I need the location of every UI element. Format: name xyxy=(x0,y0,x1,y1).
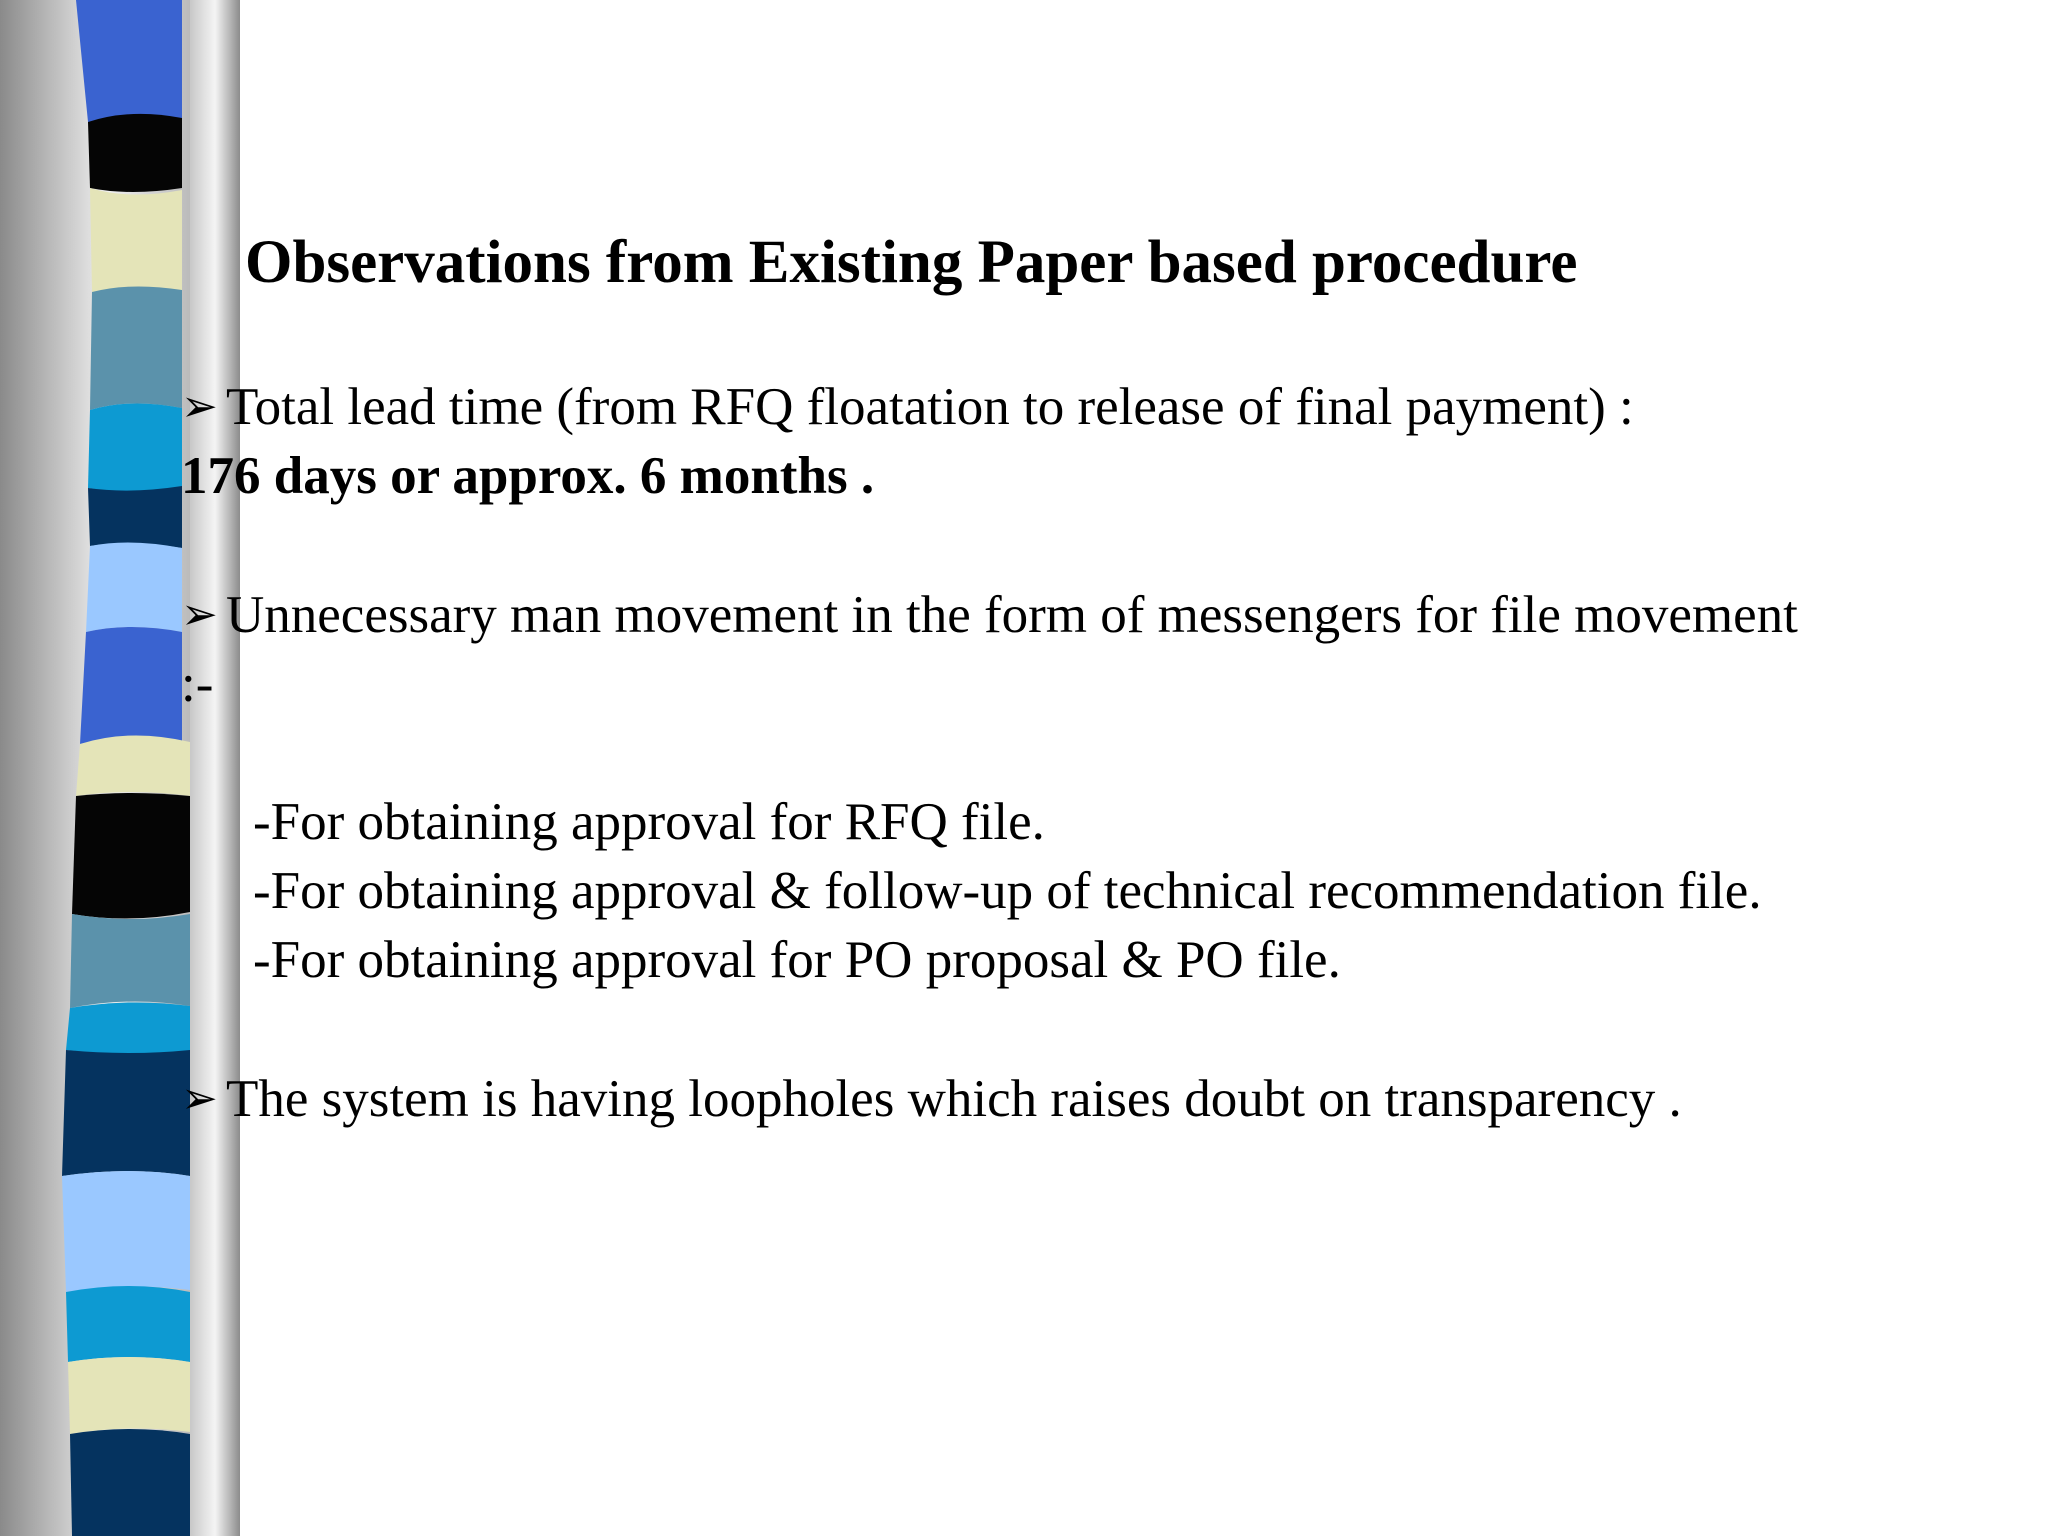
bullet-lead-time xyxy=(181,372,1821,511)
arrow-bullet-icon: ➢ xyxy=(181,381,218,432)
arrow-bullet-icon: ➢ xyxy=(181,1073,218,1124)
bullet-loopholes xyxy=(181,1064,1821,1134)
sub-item: -For obtaining approval for PO proposal & PO file. xyxy=(253,931,1341,989)
bullet-emphasis: 176 days or approx. 6 months . xyxy=(181,447,875,505)
bullet-man-movement xyxy=(181,580,1821,719)
spacer xyxy=(181,995,1821,1064)
spacer xyxy=(181,511,1821,580)
spacer xyxy=(181,719,1821,788)
bullet-text: Unnecessary man movement in the form of messengers for file movement :- xyxy=(181,586,1798,713)
slide-title: Observations from Existing Paper based procedure xyxy=(245,229,1578,296)
slide-body xyxy=(181,372,1821,1134)
bullet-text: Total lead time (from RFQ floatation to release of final payment) : xyxy=(226,378,1634,436)
sub-item: -For obtaining approval for RFQ file. xyxy=(253,793,1045,851)
arrow-bullet-icon: ➢ xyxy=(181,589,218,640)
bullet-text: The system is having loopholes which raises doubt on transparency . xyxy=(226,1070,1682,1128)
sub-item: -For obtaining approval & follow-up of technical recommendation file. xyxy=(253,862,1762,920)
